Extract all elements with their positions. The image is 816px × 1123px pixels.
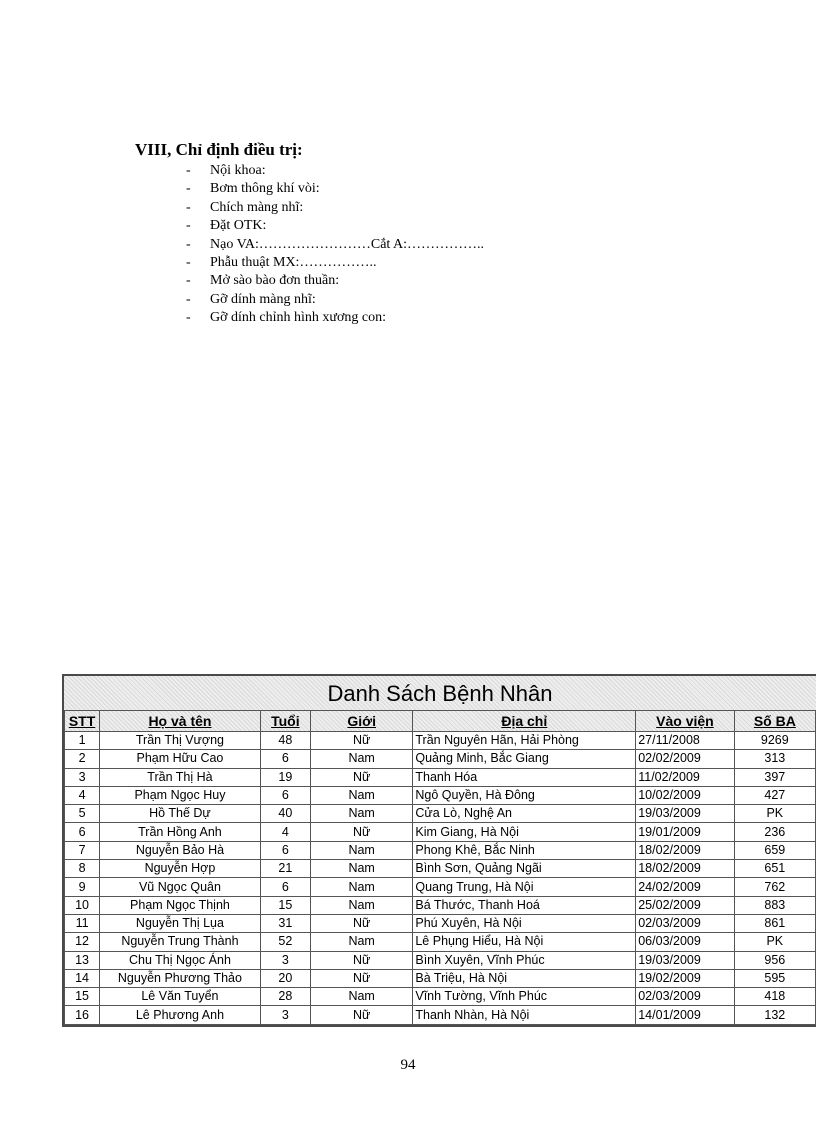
list-item [186,162,484,180]
list-item-text: Phẫu thuật MX:…………….. [210,255,377,271]
cell-name: Phạm Ngọc Thịnh [100,896,261,914]
bullet: - [186,199,191,215]
cell-stt: 3 [65,768,100,786]
cell-record-number: PK [734,805,815,823]
cell-name: Vũ Ngọc Quân [100,878,261,896]
list-item [186,272,484,290]
bullet: - [186,163,191,178]
cell-age: 3 [260,951,310,969]
table-row [65,933,816,951]
cell-stt: 7 [65,841,100,859]
cell-gender: Nam [310,896,412,914]
cell-gender: Nam [310,841,412,859]
cell-gender: Nữ [310,914,412,932]
cell-admission-date: 06/03/2009 [636,933,734,951]
cell-address: Bình Sơn, Quảng Ngãi [413,860,636,878]
cell-age: 6 [260,878,310,896]
list-item [186,291,484,309]
cell-stt: 8 [65,860,100,878]
cell-name: Trần Thị Hà [100,768,261,786]
cell-stt: 9 [65,878,100,896]
cell-record-number: 762 [734,878,815,896]
cell-admission-date: 10/02/2009 [636,786,734,804]
cell-gender: Nam [310,933,412,951]
cell-address: Quang Trung, Hà Nội [413,878,636,896]
cell-record-number: 397 [734,768,815,786]
cell-age: 31 [260,914,310,932]
table-row [65,805,816,823]
cell-age: 4 [260,823,310,841]
cell-record-number: 418 [734,988,815,1006]
cell-record-number: 659 [734,841,815,859]
cell-name: Nguyễn Bảo Hà [100,841,261,859]
cell-age: 6 [260,786,310,804]
table-header-row [65,711,816,732]
cell-admission-date: 14/01/2009 [636,1006,734,1024]
cell-address: Trần Nguyên Hãn, Hải Phòng [413,732,636,750]
cell-gender: Nữ [310,823,412,841]
cell-name: Chu Thị Ngọc Ánh [100,951,261,969]
cell-age: 3 [260,1006,310,1024]
treatment-list [186,162,484,328]
list-item [186,254,484,272]
table-row [65,951,816,969]
cell-address: Cửa Lò, Nghệ An [413,805,636,823]
cell-gender: Nam [310,988,412,1006]
table-row [65,896,816,914]
table-body [65,732,816,1025]
cell-record-number: 313 [734,750,815,768]
cell-record-number: 9269 [734,732,815,750]
cell-stt: 12 [65,933,100,951]
cell-stt: 16 [65,1006,100,1024]
cell-stt: 1 [65,732,100,750]
cell-name: Hồ Thế Dự [100,805,261,823]
bullet: - [186,291,191,307]
bullet: - [186,273,191,289]
patient-table [64,710,816,1025]
cell-gender: Nữ [310,951,412,969]
cell-name: Nguyễn Phương Thảo [100,969,261,987]
cell-admission-date: 02/03/2009 [636,988,734,1006]
cell-address: Phong Khê, Bắc Ninh [413,841,636,859]
col-header-age: Tuổi [260,711,310,732]
cell-address: Lê Phụng Hiểu, Hà Nội [413,933,636,951]
list-item [186,236,484,254]
cell-record-number: 651 [734,860,815,878]
cell-record-number: 883 [734,896,815,914]
cell-stt: 11 [65,914,100,932]
cell-name: Nguyễn Hợp [100,860,261,878]
cell-address: Thanh Nhàn, Hà Nội [413,1006,636,1024]
page-number: 94 [400,1057,416,1073]
cell-age: 52 [260,933,310,951]
cell-gender: Nữ [310,732,412,750]
bullet: - [186,236,191,252]
list-item-text: Đặt OTK: [210,218,267,234]
table-row [65,878,816,896]
col-header-address: Địa chỉ [413,711,636,732]
cell-stt: 14 [65,969,100,987]
cell-name: Lê Phương Anh [100,1006,261,1024]
cell-name: Nguyễn Thị Lụa [100,914,261,932]
cell-age: 19 [260,768,310,786]
cell-gender: Nam [310,860,412,878]
cell-stt: 4 [65,786,100,804]
cell-name: Lê Văn Tuyển [100,988,261,1006]
cell-address: Quảng Minh, Bắc Giang [413,750,636,768]
cell-address: Vĩnh Tường, Vĩnh Phúc [413,988,636,1006]
col-header-gender: Giới [310,711,412,732]
cell-admission-date: 02/03/2009 [636,914,734,932]
cell-gender: Nữ [310,1006,412,1024]
cell-record-number: 956 [734,951,815,969]
bullet: - [186,310,191,326]
cell-name: Nguyễn Trung Thành [100,933,261,951]
cell-name: Phạm Ngọc Huy [100,786,261,804]
cell-stt: 5 [65,805,100,823]
cell-stt: 2 [65,750,100,768]
cell-record-number: 132 [734,1006,815,1024]
col-header-record-number: Số BA [734,711,815,732]
list-item-text: Bơm thông khí vòi: [210,181,320,197]
cell-age: 40 [260,805,310,823]
table-row [65,732,816,750]
cell-address: Bà Triệu, Hà Nội [413,969,636,987]
cell-gender: Nữ [310,768,412,786]
table-row [65,750,816,768]
cell-name: Trần Hồng Anh [100,823,261,841]
list-item-text: Mở sào bào đơn thuần: [210,273,340,289]
table-title: Danh Sách Bệnh Nhân [327,681,553,706]
cell-admission-date: 19/03/2009 [636,805,734,823]
cell-name: Phạm Hữu Cao [100,750,261,768]
table-row [65,914,816,932]
cell-address: Ngô Quyền, Hà Đông [413,786,636,804]
list-item [186,309,484,327]
cell-age: 6 [260,750,310,768]
col-header-name: Họ và tên [100,711,261,732]
list-item-text: Gỡ dính màng nhĩ: [210,291,316,307]
cell-address: Thanh Hóa [413,768,636,786]
list-item-text: Chích màng nhĩ: [210,199,304,215]
patient-table-panel [62,674,816,1027]
cell-gender: Nam [310,750,412,768]
cell-address: Bình Xuyên, Vĩnh Phúc [413,951,636,969]
cell-record-number: 595 [734,969,815,987]
cell-admission-date: 19/03/2009 [636,951,734,969]
cell-admission-date: 19/02/2009 [636,969,734,987]
bullet: - [186,255,191,271]
cell-admission-date: 25/02/2009 [636,896,734,914]
table-row [65,823,816,841]
cell-record-number: PK [734,933,815,951]
cell-age: 48 [260,732,310,750]
list-item-text: Nội khoa: [210,163,266,178]
cell-stt: 6 [65,823,100,841]
list-item-text: Gỡ dính chỉnh hình xương con: [210,310,386,326]
cell-gender: Nam [310,878,412,896]
cell-record-number: 427 [734,786,815,804]
table-row [65,969,816,987]
table-row [65,768,816,786]
cell-address: Kim Giang, Hà Nội [413,823,636,841]
table-row [65,841,816,859]
cell-admission-date: 24/02/2009 [636,878,734,896]
cell-address: Phú Xuyên, Hà Nội [413,914,636,932]
cell-age: 28 [260,988,310,1006]
list-item [186,180,484,198]
cell-gender: Nam [310,786,412,804]
cell-stt: 13 [65,951,100,969]
cell-age: 20 [260,969,310,987]
bullet: - [186,218,191,234]
list-item [186,217,484,235]
list-item [186,199,484,217]
cell-admission-date: 19/01/2009 [636,823,734,841]
table-row [65,786,816,804]
cell-admission-date: 18/02/2009 [636,841,734,859]
cell-gender: Nam [310,805,412,823]
cell-admission-date: 11/02/2009 [636,768,734,786]
cell-admission-date: 02/02/2009 [636,750,734,768]
cell-admission-date: 27/11/2008 [636,732,734,750]
bullet: - [186,181,191,197]
table-row [65,1006,816,1024]
cell-age: 6 [260,841,310,859]
cell-age: 15 [260,896,310,914]
list-item-text: Nạo VA:……………………Cắt A:…………….. [210,236,485,252]
cell-record-number: 236 [734,823,815,841]
cell-address: Bá Thước, Thanh Hoá [413,896,636,914]
col-header-stt: STT [65,711,100,732]
cell-stt: 15 [65,988,100,1006]
col-header-admission-date: Vào viện [636,711,734,732]
cell-admission-date: 18/02/2009 [636,860,734,878]
table-row [65,988,816,1006]
section-title: VIII, Chỉ định điều trị: [135,140,303,159]
table-row [65,860,816,878]
cell-record-number: 861 [734,914,815,932]
cell-age: 21 [260,860,310,878]
cell-name: Trần Thị Vượng [100,732,261,750]
cell-gender: Nữ [310,969,412,987]
cell-stt: 10 [65,896,100,914]
